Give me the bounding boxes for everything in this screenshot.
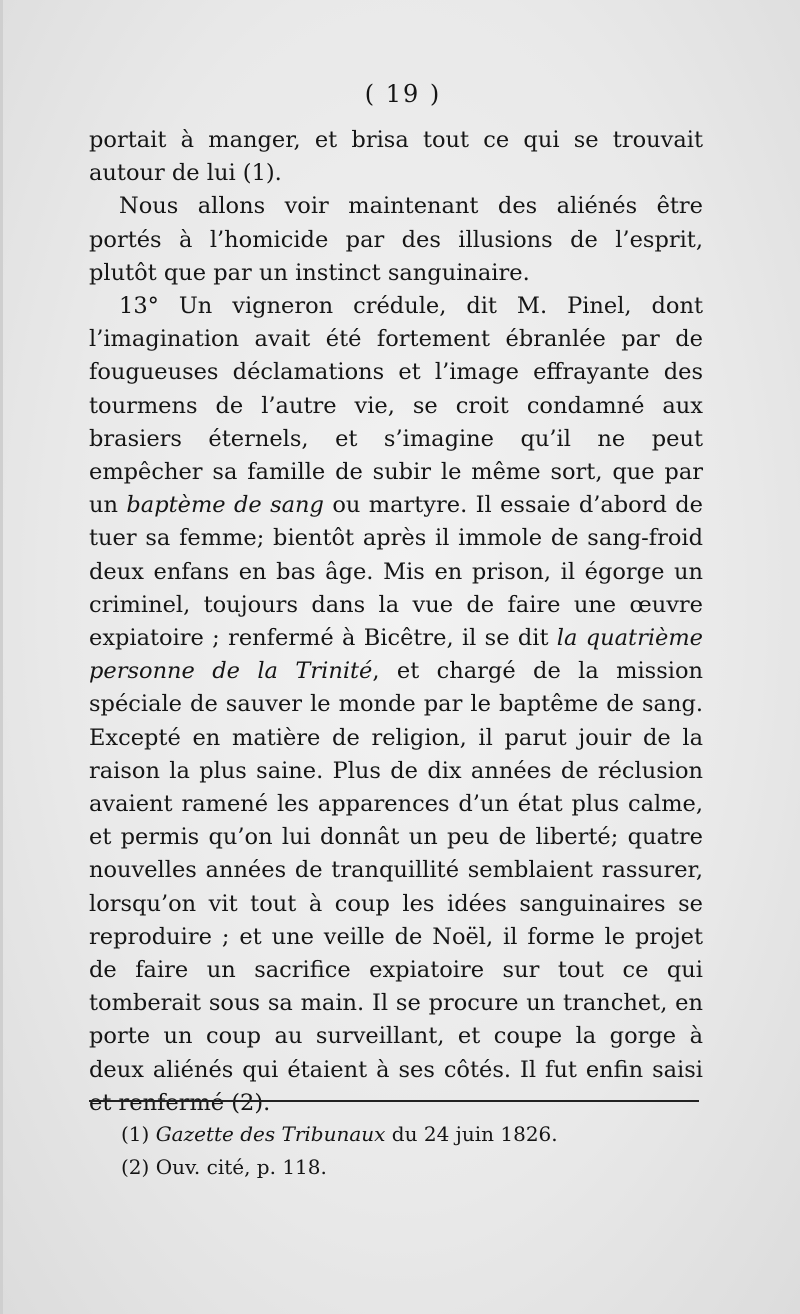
paragraph-continued: portait à manger, et brisa tout ce qui se trouvait autour de lui (1). <box>89 127 703 187</box>
footnote-1-date: du 24 juin 1826. <box>385 1122 558 1146</box>
case-italic-trinite: la quatrième personne de la Trinité <box>89 625 703 685</box>
footnote-1 <box>121 1118 681 1151</box>
footnotes <box>121 1118 681 1184</box>
case-italic-bapteme: baptème de sang <box>126 492 324 519</box>
footnote-1-source: Gazette des Tribunaux <box>155 1122 386 1146</box>
paragraph-case-13 <box>89 290 703 1120</box>
paragraph-transition: Nous allons voir maintenant des aliénés être portés à l’homicide par des illusions de l’esprit, plutôt que par un instinct sanguinaire. <box>89 193 703 286</box>
page-number: ( 19 ) <box>364 80 442 108</box>
footnote-2-mark: (2) <box>121 1155 150 1179</box>
case-text-part-3: , et chargé de la mission spéciale de sauver le monde par le baptême de sang. Excepté en matière de religion, il parut jouir de la raison la plus saine. Plus de dix années de réclusion avaient ramené les apparences d’un état plus calme, et permis qu’on lui donnât un peu de liberté; quatre nouvelles années de tranquillité semblaient rassurer, lorsqu’on vit tout à coup les idées sanguinaires se reproduire ; et une veille de Noël, il forme le projet de faire un sacrifice expiatoire sur tout ce qui tomberait sous sa main. Il se procure un tranchet, en porte un coup au surveillant, et coupe la gorge à deux aliénés qui étaient à ses côtés. Il fut enfin saisi et renfermé (2). <box>89 658 704 1116</box>
case-text-part-2: ou martyre. Il essaie d’abord de tuer sa femme; bientôt après il immole de sang-froid deux enfans en bas âge. Mis en prison, il égorge un criminel, toujours dans la vue de faire une œuvre expiatoire ; renfermé à Bicêtre, il se dit <box>89 492 703 652</box>
case-text-part-1: 13° Un vigneron crédule, dit M. Pinel, dont l’imagination avait été fortement ébranlée par de fougueuses déclamations et l’image effrayante des tourmens de l’autre vie, se croit condamné aux brasiers éternels, et s’imagine qu’il ne peut empêcher sa famille de subir le même sort, que par un <box>89 293 703 519</box>
body-text <box>89 124 703 1120</box>
footnote-2-text: Ouv. cité, p. 118. <box>149 1155 327 1179</box>
footnote-2 <box>121 1151 681 1184</box>
footnote-1-mark: (1) <box>121 1122 150 1146</box>
footnote-rule <box>89 1100 699 1102</box>
